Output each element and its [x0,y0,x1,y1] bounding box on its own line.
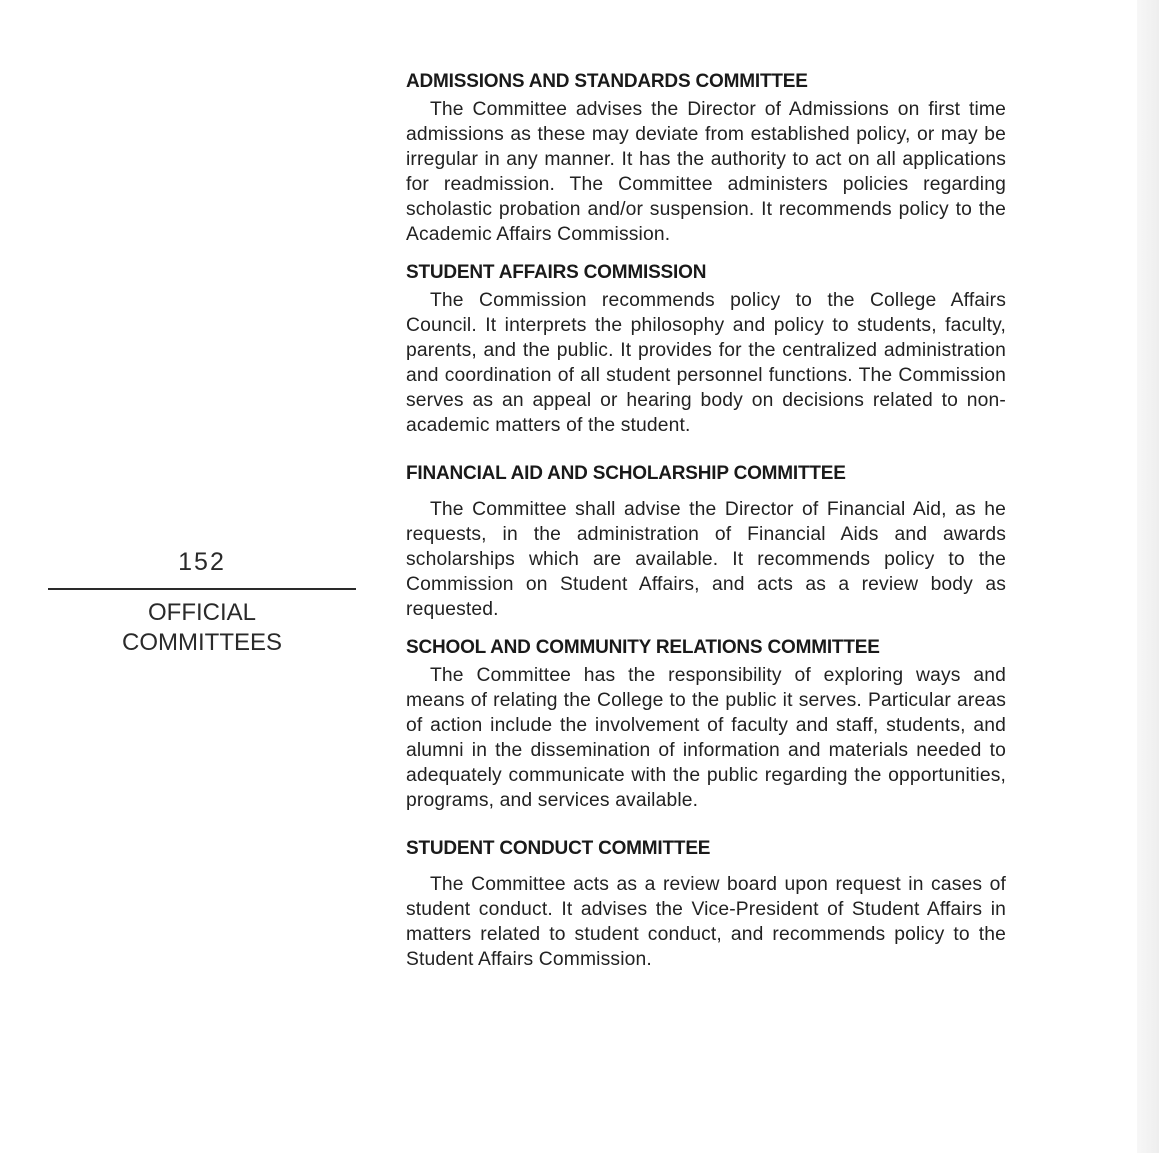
sidebar-divider [48,588,356,590]
section-body: The Committee has the responsibility of exploring ways and means of relating the College to the public it serves. Particular areas of action include the involvement of faculty and staff, students, and alumni in the dissemination of information and materials needed to adequately communicate with the public regarding the opportunities, programs, and services available. [406,665,1006,811]
section-title: OFFICIAL COMMITTEES [122,599,282,656]
main-content [406,70,1006,972]
section-heading: ADMISSIONS AND STANDARDS COMMITTEE [406,71,808,92]
financial-aid-section [406,462,1006,622]
sidebar [48,548,356,658]
page-edge-shadow [1137,0,1159,1153]
section-body: The Commission recommends policy to the College Affairs Council. It interprets the philosophy and policy to students, faculty, parents, and the public. It provides for the centralized administration and coordination of all student personnel functions. The Commission serves as an appeal or hearing body on decisions related to non-academic matters of the student. [406,290,1006,436]
admissions-standards-section [406,70,1006,247]
section-heading: FINANCIAL AID AND SCHOLARSHIP COMMITTEE [406,463,846,484]
page-number: 152 [178,548,226,576]
student-affairs-section [406,261,1006,438]
student-conduct-section [406,837,1006,972]
section-heading: SCHOOL AND COMMUNITY RELATIONS COMMITTEE [406,637,880,658]
school-community-relations-section [406,636,1006,813]
section-heading: STUDENT CONDUCT COMMITTEE [406,838,711,859]
section-body: The Committee acts as a review board upon request in cases of student conduct. It advises the Vice-President of Student Affairs in matters related to student conduct, and recommends policy to the Student Affairs Commission. [406,874,1006,970]
section-heading: STUDENT AFFAIRS COMMISSION [406,262,707,283]
section-body: The Committee shall advise the Director of Financial Aid, as he requests, in the administration of Financial Aids and awards scholarships which are available. It recommends policy to the Commission on Student Affairs, and acts as a review body as requested. [406,499,1006,620]
section-body: The Committee advises the Director of Admissions on first time admissions as these may deviate from established policy, or may be irregular in any manner. It has the authority to act on all applications for readmission. The Committee administers policies regarding scholastic probation and/or suspension. It recommends policy to the Academic Affairs Commission. [406,99,1006,245]
